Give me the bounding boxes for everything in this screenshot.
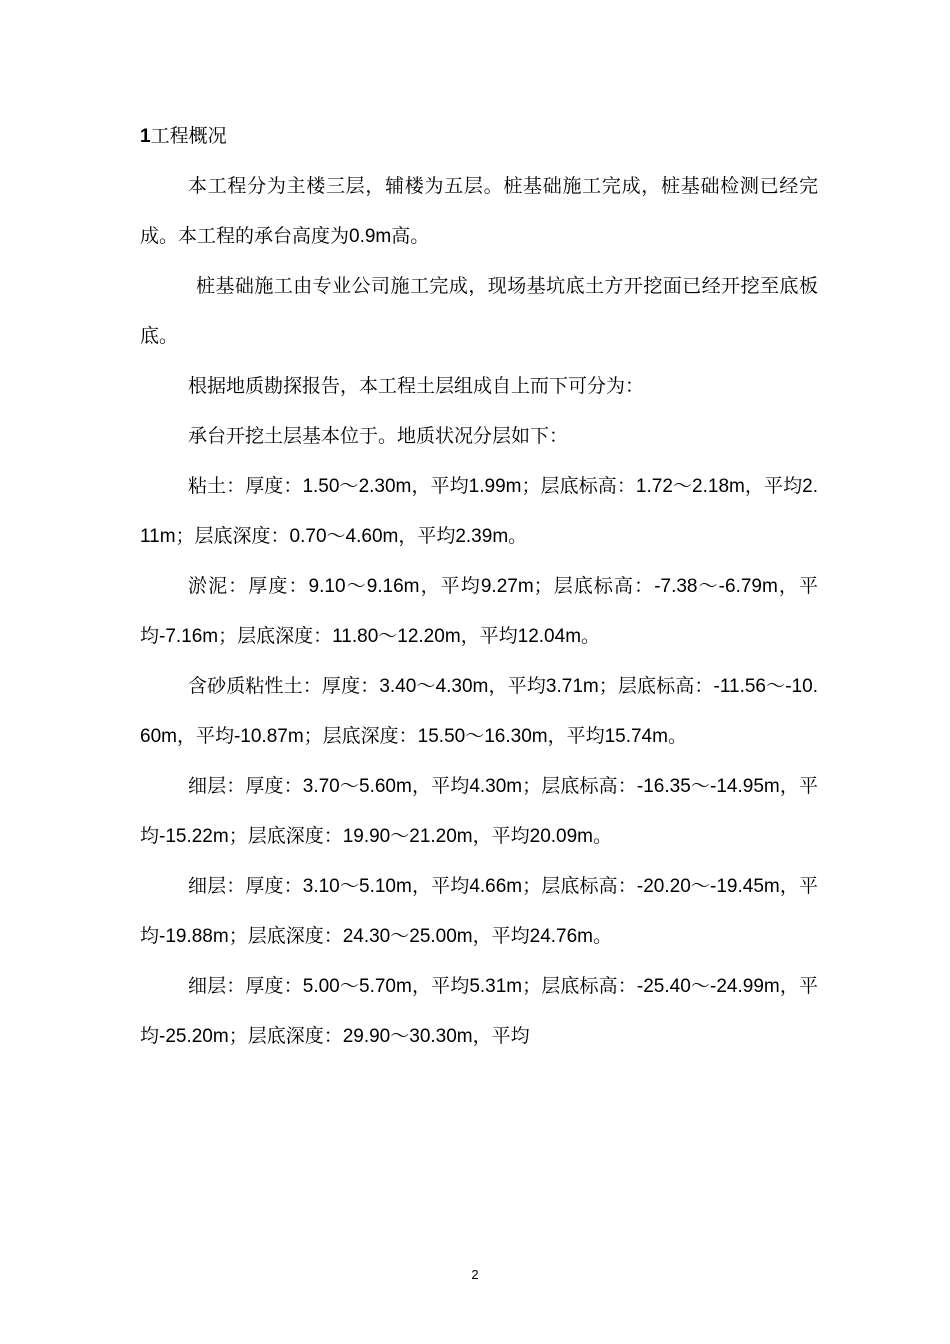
paragraph-layer-clay: 粘土：厚度：1.50～2.30m，平均1.99m；层底标高：1.72～2.18m，平均2.11m；层底深度：0.70～4.60m，平均2.39m。 xyxy=(140,476,818,547)
section-title: 工程概况 xyxy=(150,126,227,147)
paragraph-pile-foundation: 桩基础施工由专业公司施工完成，现场基坑底土方开挖面已经开挖至底板底。 xyxy=(140,276,818,347)
paragraph-layer-sandy-clay: 含砂质粘性土：厚度：3.40～4.30m，平均3.71m；层底标高：-11.56～-10.60m，平均-10.87m；层底深度：15.50～16.30m，平均15.74m。 xyxy=(140,676,818,747)
paragraph-layer-fine-2: 细层：厚度：3.10～5.10m，平均4.66m；层底标高：-20.20～-19.45m，平均-19.88m；层底深度：24.30～25.00m，平均24.76m。 xyxy=(140,876,818,947)
paragraph-layer-fine-3: 细层：厚度：5.00～5.70m，平均5.31m；层底标高：-25.40～-24.99m，平均-25.20m；层底深度：29.90～30.30m，平均 xyxy=(140,976,818,1047)
paragraph-layer-fine-1: 细层：厚度：3.70～5.60m，平均4.30m；层底标高：-16.35～-14.95m，平均-15.22m；层底深度：19.90～21.20m，平均20.09m。 xyxy=(140,776,818,847)
section-number: 1 xyxy=(140,126,151,147)
paragraph-layers-intro: 承台开挖土层基本位于。地质状况分层如下： xyxy=(188,426,569,447)
page-number: 2 xyxy=(471,1267,479,1282)
section-heading xyxy=(140,112,818,162)
paragraph-geology-intro: 根据地质勘探报告，本工程土层组成自上而下可分为： xyxy=(188,376,645,397)
paragraph-overview: 本工程分为主楼三层，辅楼为五层。桩基础施工完成，桩基础检测已经完成。本工程的承台高度为0.9m高。 xyxy=(140,176,818,247)
paragraph-layer-silt: 淤泥：厚度：9.10～9.16m，平均9.27m；层底标高：-7.38～-6.79m，平均-7.16m；层底深度：11.80～12.20m，平均12.04m。 xyxy=(140,576,818,647)
document-page xyxy=(140,112,818,1062)
